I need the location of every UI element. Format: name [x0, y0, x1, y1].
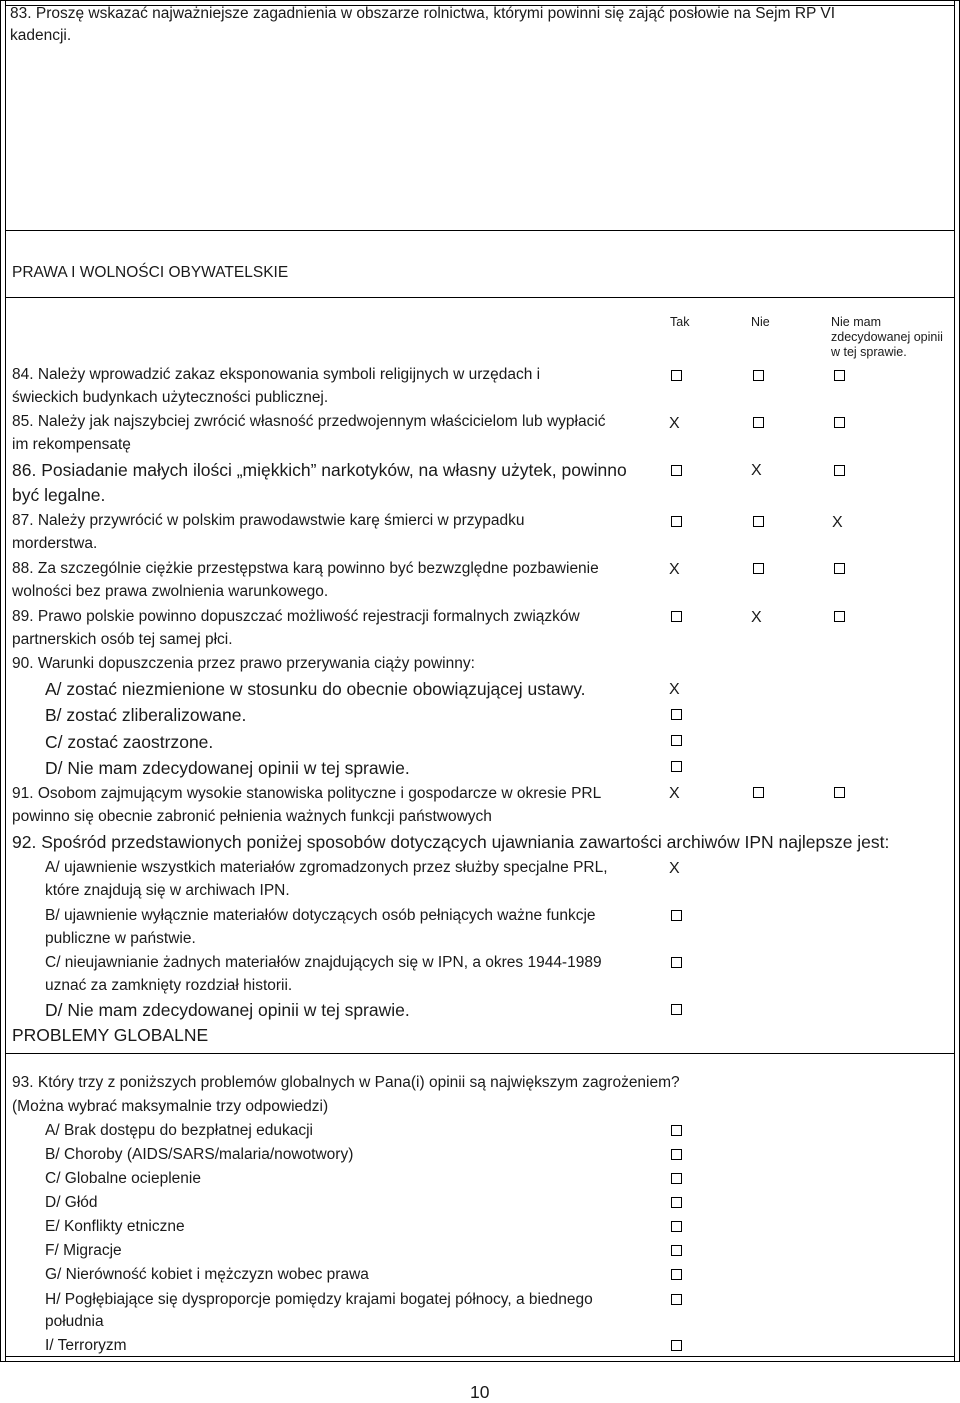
answer-checkbox[interactable] [671, 370, 682, 381]
answer-mark-x[interactable]: X [669, 860, 680, 877]
answer-checkbox[interactable] [834, 370, 845, 381]
answer-mark-x[interactable]: X [832, 514, 843, 531]
option-text: C/ zostać zaostrzone. [45, 732, 214, 752]
section-divider [5, 297, 955, 298]
answer-checkbox[interactable] [834, 563, 845, 574]
answer-mark-x[interactable]: X [669, 785, 680, 802]
option-text: I/ Terroryzm [45, 1337, 127, 1354]
answer-checkbox[interactable] [671, 1221, 682, 1232]
question-text: wolności bez prawa zwolnienia warunkowego. [12, 583, 329, 600]
q83-text: kadencji. [10, 27, 72, 44]
option-text: publiczne w państwie. [45, 930, 196, 947]
answer-checkbox[interactable] [671, 910, 682, 921]
question-title: (Można wybrać maksymalnie trzy odpowiedzi) [12, 1098, 329, 1115]
answer-mark-x[interactable]: X [751, 609, 762, 626]
question-title: 93. Który trzy z poniższych problemów globalnych w Pana(i) opinii są największym zagrożeniem? [12, 1074, 680, 1091]
question-text: 87. Należy przywrócić w polskim prawodawstwie karę śmierci w przypadku [12, 512, 525, 529]
answer-mark-x[interactable]: X [669, 681, 680, 698]
answer-checkbox[interactable] [671, 761, 682, 772]
answer-mark-x[interactable]: X [669, 415, 680, 432]
question-title: 92. Spośród przedstawionych poniżej sposobów dotyczących ujawniania zawartości archiwów IPN najlepsze jest: [12, 832, 890, 852]
section-divider [5, 230, 955, 231]
question-text: morderstwa. [12, 535, 98, 552]
answer-checkbox[interactable] [671, 1340, 682, 1351]
answer-checkbox[interactable] [671, 1294, 682, 1305]
answer-checkbox[interactable] [753, 516, 764, 527]
option-text: D/ Nie mam zdecydowanej opinii w tej sprawie. [45, 1000, 410, 1020]
table-border [0, 0, 960, 1]
section-divider [5, 1053, 955, 1054]
question-text: być legalne. [12, 485, 106, 505]
option-text: C/ nieujawnianie żadnych materiałów znajdujących się w IPN, a okres 1944-1989 [45, 954, 602, 971]
answer-mark-x[interactable]: X [751, 462, 762, 479]
answer-checkbox[interactable] [671, 1149, 682, 1160]
answer-checkbox[interactable] [753, 417, 764, 428]
option-text: A/ Brak dostępu do bezpłatnej edukacji [45, 1122, 313, 1139]
option-text: B/ ujawnienie wyłącznie materiałów dotyczących osób pełniących ważne funkcje [45, 907, 596, 924]
answer-checkbox[interactable] [671, 1004, 682, 1015]
option-text: D/ Nie mam zdecydowanej opinii w tej sprawie. [45, 758, 410, 778]
option-text: F/ Migracje [45, 1242, 122, 1259]
question-text: partnerskich osób tej samej płci. [12, 631, 233, 648]
question-title: 90. Warunki dopuszczenia przez prawo przerywania ciąży powinny: [12, 655, 475, 672]
option-text: C/ Globalne ocieplenie [45, 1170, 201, 1187]
option-text: południa [45, 1313, 104, 1330]
answer-checkbox[interactable] [671, 1197, 682, 1208]
answer-checkbox[interactable] [671, 735, 682, 746]
answer-checkbox[interactable] [671, 611, 682, 622]
page-number: 10 [470, 1382, 490, 1402]
answer-checkbox[interactable] [671, 1125, 682, 1136]
question-text: 88. Za szczególnie ciężkie przestępstwa karą powinno być bezwzględne pozbawienie [12, 560, 599, 577]
table-border [5, 0, 6, 1362]
question-text: świeckich budynkach użyteczności publicznej. [12, 389, 329, 406]
table-border [0, 1361, 960, 1362]
col-header-nie: Nie [751, 315, 770, 329]
q83-text: 83. Proszę wskazać najważniejsze zagadnienia w obszarze rolnictwa, którymi powinni się zająć posłowie na Sejm RP VI [10, 5, 836, 22]
option-text: uznać za zamknięty rozdział historii. [45, 977, 293, 994]
col-header-nie-mam: zdecydowanej opinii [831, 330, 943, 344]
option-text: H/ Pogłębiające się dysproporcje pomiędzy krajami bogatej północy, a biednego [45, 1291, 593, 1308]
option-text: A/ ujawnienie wszystkich materiałów zgromadzonych przez służby specjalne PRL, [45, 859, 608, 876]
col-header-nie-mam: w tej sprawie. [831, 345, 907, 359]
option-text: B/ Choroby (AIDS/SARS/malaria/nowotwory) [45, 1146, 354, 1163]
question-text: 91. Osobom zajmującym wysokie stanowiska polityczne i gospodarcze w okresie PRL [12, 785, 602, 802]
answer-checkbox[interactable] [834, 465, 845, 476]
section-title: PRAWA I WOLNOŚCI OBYWATELSKIE [12, 264, 289, 281]
question-text: 85. Należy jak najszybciej zwrócić własność przedwojennym właścicielom lub wypłacić [12, 413, 606, 430]
answer-checkbox[interactable] [834, 787, 845, 798]
option-text: które znajdują się w archiwach IPN. [45, 882, 290, 899]
col-header-nie-mam: Nie mam [831, 315, 882, 329]
question-text: 89. Prawo polskie powinno dopuszczać możliwość rejestracji formalnych związków [12, 608, 580, 625]
table-border [954, 0, 955, 1362]
table-border [0, 0, 1, 1362]
answer-checkbox[interactable] [671, 1173, 682, 1184]
section-title: PROBLEMY GLOBALNE [12, 1025, 209, 1045]
option-text: A/ zostać niezmienione w stosunku do obecnie obowiązującej ustawy. [45, 679, 586, 699]
answer-checkbox[interactable] [671, 1245, 682, 1256]
option-text: B/ zostać zliberalizowane. [45, 705, 247, 725]
question-text: im rekompensatę [12, 436, 131, 453]
answer-checkbox[interactable] [834, 611, 845, 622]
option-text: G/ Nierówność kobiet i mężczyzn wobec prawa [45, 1266, 369, 1283]
answer-checkbox[interactable] [671, 957, 682, 968]
question-text: 86. Posiadanie małych ilości „miękkich” narkotyków, na własny użytek, powinno [12, 460, 627, 480]
table-border [5, 1356, 955, 1357]
answer-mark-x[interactable]: X [669, 561, 680, 578]
option-text: E/ Konflikty etniczne [45, 1218, 185, 1235]
option-text: D/ Głód [45, 1194, 98, 1211]
answer-checkbox[interactable] [753, 563, 764, 574]
answer-checkbox[interactable] [834, 417, 845, 428]
answer-checkbox[interactable] [753, 370, 764, 381]
question-text: powinno się obecnie zabronić pełnienia ważnych funkcji państwowych [12, 808, 492, 825]
answer-checkbox[interactable] [671, 465, 682, 476]
answer-checkbox[interactable] [671, 516, 682, 527]
answer-checkbox[interactable] [671, 709, 682, 720]
answer-checkbox[interactable] [753, 787, 764, 798]
answer-checkbox[interactable] [671, 1269, 682, 1280]
col-header-tak: Tak [670, 315, 690, 329]
question-text: 84. Należy wprowadzić zakaz eksponowania symboli religijnych w urzędach i [12, 366, 541, 383]
